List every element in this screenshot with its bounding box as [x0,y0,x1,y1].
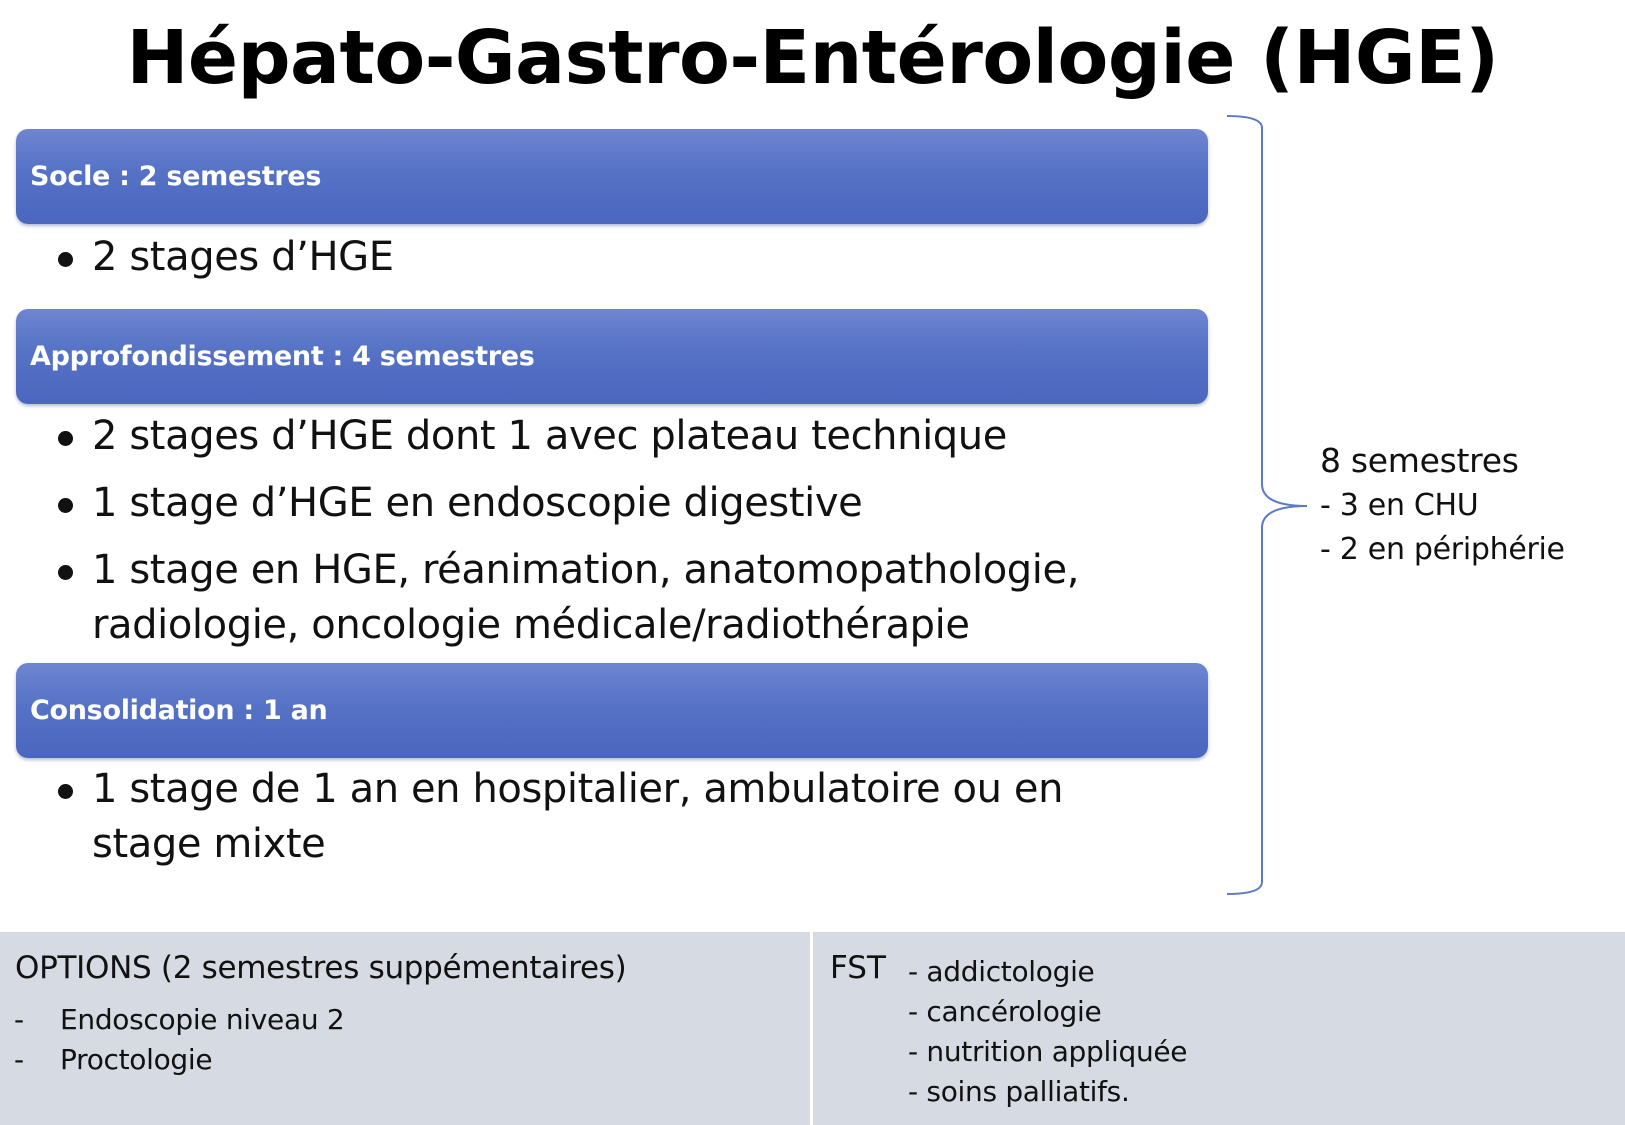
list-item [58,476,1158,531]
approfondissement-list [58,409,1158,653]
bottom-panel [0,932,1625,1125]
list-item-text: Proctologie [60,1043,213,1076]
dash-marker: - [14,1043,24,1076]
semester-summary [1320,438,1565,572]
section-header-approfondissement [16,309,1208,404]
summary-line: - 3 en CHU [1320,488,1479,523]
bullet-icon [58,252,73,267]
list-item-text: Endoscopie niveau 2 [60,1003,345,1036]
socle-list [58,230,1158,285]
section-header-consolidation [16,663,1208,758]
consolidation-list [58,762,1158,872]
list-item: - nutrition appliquée [908,1035,1188,1068]
list-item-text: 1 stage en HGE, réanimation, anatomopathologie, radiologie, oncologie médicale/radiothérapie [92,547,1080,648]
dash-marker: - [14,1003,24,1036]
list-item [58,762,1132,872]
list-item-text: 2 stages d’HGE dont 1 avec plateau technique [92,413,1007,459]
list-item [14,1000,344,1040]
section-header-label: Approfondissement : 4 semestres [30,341,535,372]
list-item [58,543,1152,653]
list-item [58,409,1158,464]
page-title: Hépato-Gastro-Entérologie (HGE) [126,15,1499,101]
summary-head: 8 semestres [1320,441,1519,480]
list-item [58,230,1158,285]
fst-label: FST [830,950,886,986]
list-item-text: 1 stage d’HGE en endoscopie digestive [92,480,863,526]
bullet-icon [58,431,73,446]
bullet-icon [58,565,73,580]
section-header-socle [16,129,1208,224]
bullet-icon [58,498,73,513]
list-item-text: 1 stage de 1 an en hospitalier, ambulatoire ou en stage mixte [92,766,1064,867]
section-header-label: Socle : 2 semestres [30,161,322,192]
options-list [14,1000,344,1080]
panel-divider [810,932,813,1125]
list-item: - addictologie [908,955,1095,988]
list-item-text: 2 stages d’HGE [92,234,394,280]
options-title: OPTIONS (2 semestres suppémentaires) [15,950,627,986]
list-item: - cancérologie [908,995,1102,1028]
summary-line: - 2 en périphérie [1320,532,1565,567]
section-header-label: Consolidation : 1 an [30,695,328,726]
list-item: - soins palliatifs. [908,1075,1130,1108]
list-item [14,1040,344,1080]
curly-brace-icon [1222,114,1312,896]
fst-list [908,952,1187,1112]
bullet-icon [58,784,73,799]
